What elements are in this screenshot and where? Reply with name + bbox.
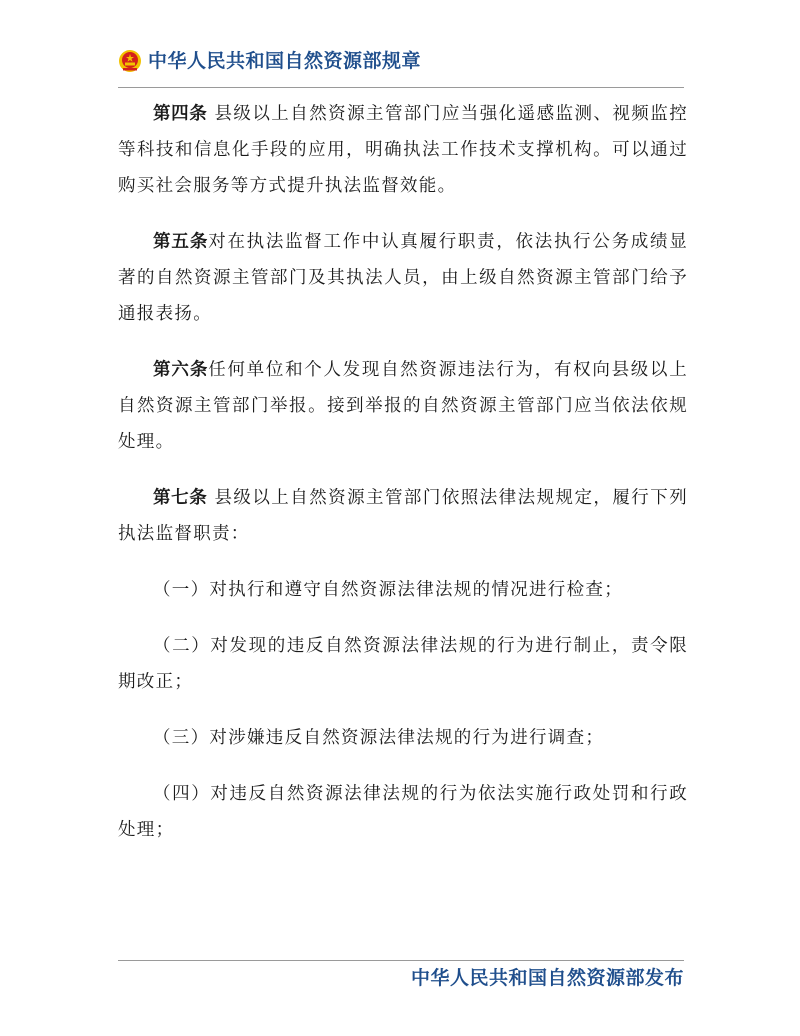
header-divider <box>118 87 684 88</box>
footer-publisher: 中华人民共和国自然资源部发布 <box>410 967 684 989</box>
article-number: 第五条 <box>153 232 209 252</box>
article-number: 第四条 <box>153 104 208 124</box>
list-item: （一）对执行和遵守自然资源法律法规的情况进行检查； <box>153 580 623 600</box>
article-paragraph <box>118 480 688 552</box>
article-paragraph <box>118 352 688 460</box>
article-text: 县级以上自然资源主管部门应当强化遥感监测、视频监控等科技和信息化手段的应用，明确执法工作技术支撑机构。可以通过购买社会服务等方式提升执法监督效能。 <box>118 104 688 196</box>
article-paragraph <box>118 224 688 332</box>
article-text: 任何单位和个人发现自然资源违法行为，有权向县级以上自然资源主管部门举报。接到举报的自然资源主管部门应当依法依规处理。 <box>118 360 689 452</box>
page-header <box>118 47 684 87</box>
regulation-body <box>118 96 688 868</box>
article-paragraph <box>118 96 688 204</box>
list-item: （三）对涉嫌违反自然资源法律法规的行为进行调查； <box>153 728 605 748</box>
header-title: 中华人民共和国自然资源部规章 <box>148 50 422 72</box>
article-text: 对在执法监督工作中认真履行职责，依法执行公务成绩显著的自然资源主管部门及其执法人员，由上级自然资源主管部门给予通报表扬。 <box>118 232 689 324</box>
list-item: （二）对发现的违反自然资源法律法规的行为进行制止，责令限期改正； <box>118 636 688 692</box>
national-emblem-icon <box>118 49 142 73</box>
article-number: 第七条 <box>153 488 208 508</box>
list-item: （四）对违反自然资源法律法规的行为依法实施行政处罚和行政处理； <box>118 784 688 840</box>
article-text: 县级以上自然资源主管部门依照法律法规规定，履行下列执法监督职责： <box>118 488 688 544</box>
article-number: 第六条 <box>153 360 209 380</box>
footer-divider <box>118 960 684 961</box>
